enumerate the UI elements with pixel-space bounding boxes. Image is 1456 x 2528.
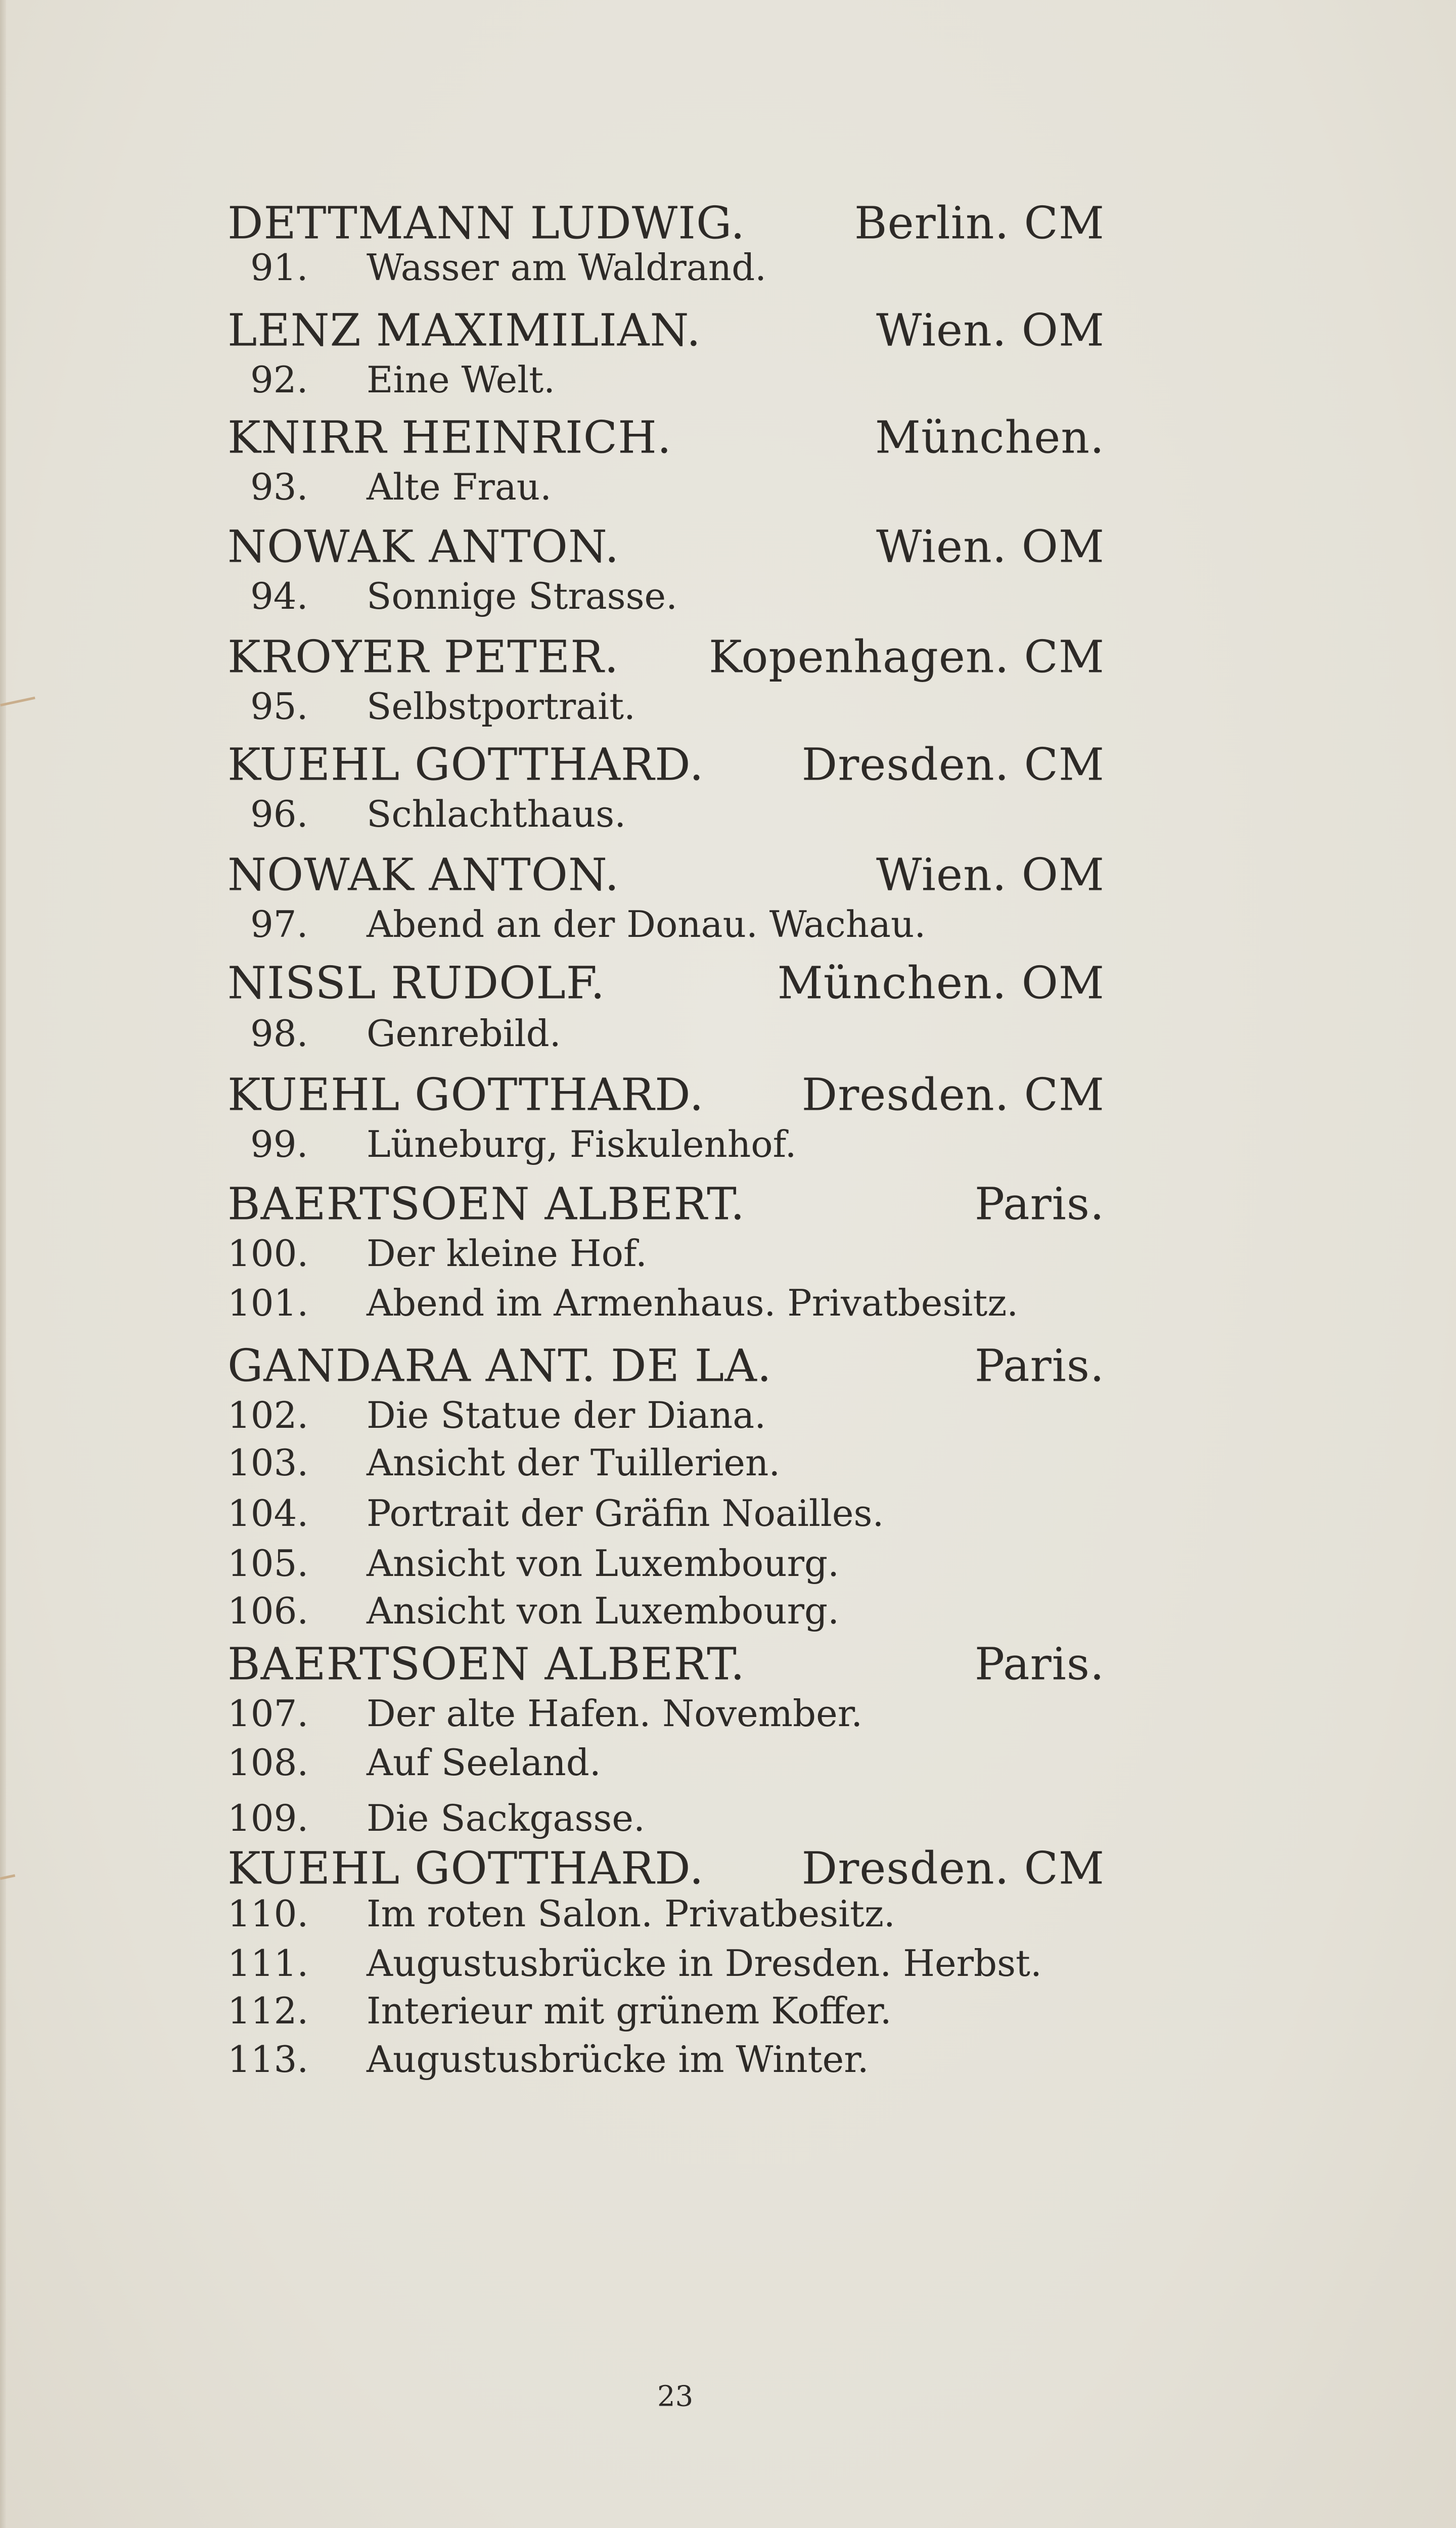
item-number: 100. [228,1232,309,1275]
catalog-item [228,1590,1105,1632]
catalog-item [228,1123,1105,1165]
catalog-item [228,466,1105,508]
artist-location: Dresden. CM [801,1068,1105,1121]
artist-location: Paris. [974,1178,1105,1230]
artist-location: Wien. OM [876,848,1105,901]
item-title: Schlachthaus. [367,793,626,835]
artist-location: Dresden. CM [801,738,1105,791]
artist-heading [228,1638,1105,1690]
item-title: Die Statue der Diana. [367,1394,766,1436]
item-number: 93. [250,466,308,508]
artist-heading [228,1340,1105,1392]
artist-heading [228,631,1105,683]
artist-location: Wien. OM [876,304,1105,356]
item-title: Die Sackgasse. [367,1797,645,1839]
artist-heading [228,1178,1105,1230]
artist-name: BAERTSOEN ALBERT. [228,1178,745,1230]
catalog-item [228,246,1105,289]
item-title: Augustusbrücke in Dresden. Herbst. [367,1942,1042,1984]
artist-location: München. [875,411,1105,464]
artist-name: DETTMANN LUDWIG. [228,197,746,249]
catalog-item [228,1394,1105,1436]
item-title: Alte Frau. [367,466,552,508]
item-title: Ansicht von Luxembourg. [367,1542,840,1585]
catalog-item [228,1990,1105,2032]
page-spine [0,0,6,2528]
artist-name: KROYER PETER. [228,630,619,683]
item-title: Lüneburg, Fiskulenhof. [367,1123,797,1165]
item-title: Auf Seeland. [367,1741,601,1784]
item-number: 92. [250,358,308,401]
item-number: 98. [250,1012,308,1055]
item-number: 109. [228,1797,309,1839]
catalog-item [228,1942,1105,1984]
catalog-item [228,1692,1105,1735]
item-title: Der kleine Hof. [367,1232,647,1275]
artist-heading [228,739,1105,791]
item-number: 103. [228,1441,309,1484]
artist-heading [228,412,1105,464]
item-title: Ansicht der Tuillerien. [367,1441,781,1484]
artist-location: Paris. [974,1638,1105,1690]
artist-heading [228,1069,1105,1121]
item-number: 106. [228,1590,309,1632]
item-title: Wasser am Waldrand. [367,246,767,289]
item-number: 94. [250,575,308,617]
artist-location: Berlin. CM [854,197,1105,249]
item-title: Im roten Salon. Privatbesitz. [367,1892,895,1935]
artist-heading [228,304,1105,356]
item-number: 91. [250,246,308,289]
page-number: 23 [657,2380,694,2413]
artist-name: KUEHL GOTTHARD. [228,1068,704,1121]
item-title: Portrait der Gräfin Noailles. [367,1492,884,1534]
artist-name: LENZ MAXIMILIAN. [228,304,701,356]
catalog-item [228,1741,1105,1784]
artist-name: KUEHL GOTTHARD. [228,1842,704,1894]
artist-name: NOWAK ANTON. [228,520,620,573]
artist-name: KNIRR HEINRICH. [228,411,672,464]
item-number: 105. [228,1542,309,1585]
item-title: Interieur mit grünem Koffer. [367,1990,892,2032]
catalog-item [228,1232,1105,1275]
item-number: 104. [228,1492,309,1534]
catalog-item [228,793,1105,835]
item-number: 95. [250,685,308,728]
item-number: 101. [228,1282,309,1324]
artist-heading [228,521,1105,573]
artist-location: Dresden. CM [801,1842,1105,1894]
item-number: 111. [228,1942,309,1984]
catalog-item [228,685,1105,728]
artist-name: NISSL RUDOLF. [228,957,606,1009]
item-number: 96. [250,793,308,835]
artist-heading [228,1842,1105,1894]
item-title: Sonnige Strasse. [367,575,678,617]
catalog-item [228,1797,1105,1839]
catalog-item [228,903,1105,945]
item-number: 99. [250,1123,308,1165]
item-number: 97. [250,903,308,945]
item-title: Abend im Armenhaus. Privatbesitz. [367,1282,1019,1324]
catalog-item [228,1012,1105,1055]
artist-name: GANDARA ANT. DE LA. [228,1339,772,1392]
catalog-item [228,1492,1105,1534]
item-title: Abend an der Donau. Wachau. [367,903,926,945]
artist-heading [228,197,1105,249]
artist-name: BAERTSOEN ALBERT. [228,1638,745,1690]
catalog-item [228,358,1105,401]
artist-heading [228,957,1105,1009]
item-number: 102. [228,1394,309,1436]
artist-name: NOWAK ANTON. [228,848,620,901]
artist-location: Kopenhagen. CM [708,630,1105,683]
item-number: 107. [228,1692,309,1735]
artist-location: Paris. [974,1339,1105,1392]
artist-name: KUEHL GOTTHARD. [228,738,704,791]
artist-location: Wien. OM [876,520,1105,573]
catalog-item [228,1892,1105,1935]
catalog-item [228,2038,1105,2081]
item-title: Eine Welt. [367,358,556,401]
item-number: 108. [228,1741,309,1784]
item-title: Augustusbrücke im Winter. [367,2038,869,2081]
item-number: 112. [228,1990,309,2032]
item-title: Der alte Hafen. November. [367,1692,863,1735]
item-title: Ansicht von Luxembourg. [367,1590,840,1632]
catalog-item [228,1282,1105,1324]
catalog-item [228,1542,1105,1585]
item-number: 113. [228,2038,309,2081]
catalog-item [228,575,1105,617]
item-title: Selbstportrait. [367,685,635,728]
item-title: Genrebild. [367,1012,561,1055]
artist-heading [228,849,1105,901]
artist-location: München. OM [777,957,1105,1009]
catalog-item [228,1441,1105,1484]
item-number: 110. [228,1892,309,1935]
